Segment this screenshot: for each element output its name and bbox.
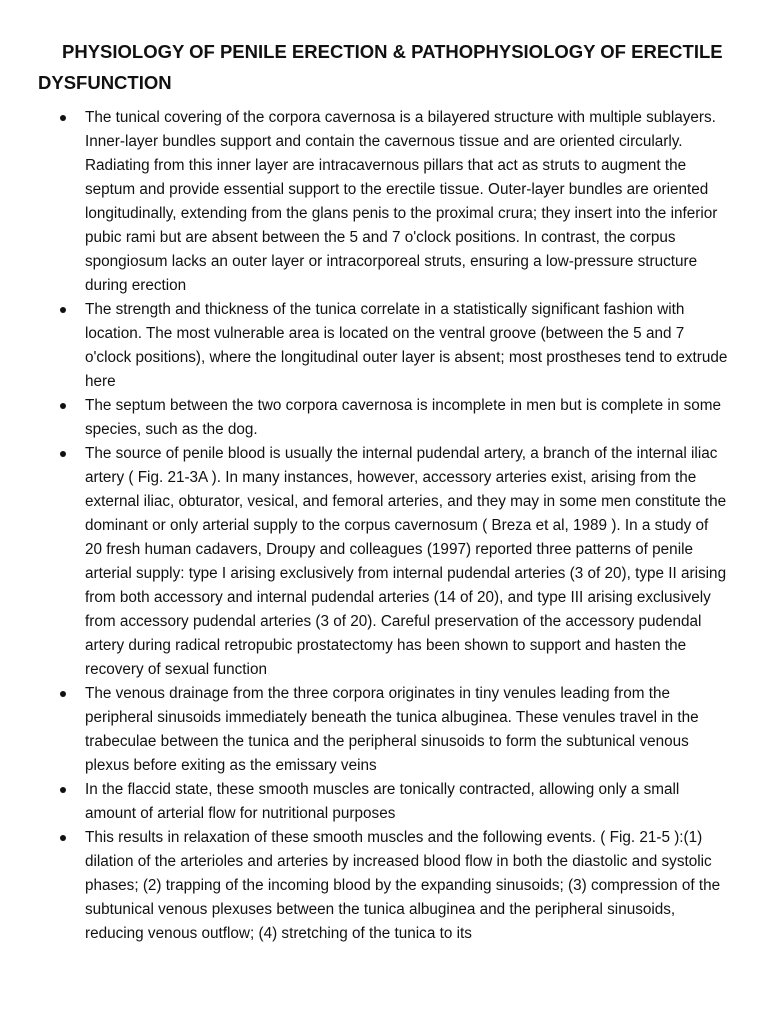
bullet-text: The venous drainage from the three corpora originates in tiny venules leading from the peripheral sinusoids immediately beneath the tunica albuginea. These venules travel in the trabeculae between the tunica and the peripheral sinusoids to form the subtunical venous plexus before exiting as the emissary veins [85,685,699,774]
bullet-text: The septum between the two corpora cavernosa is incomplete in men but is complete in some species, such as the dog. [85,397,721,438]
bullet-item [0,298,768,394]
bullet-text: In the flaccid state, these smooth muscles are tonically contracted, allowing only a small amount of arterial flow for nutritional purposes [85,781,680,822]
bullet-item [0,394,768,442]
bullet-list [0,106,768,946]
bullet-icon [60,787,66,793]
bullet-item [0,682,768,778]
bullet-item [0,106,768,298]
bullet-text: The tunical covering of the corpora cavernosa is a bilayered structure with multiple sublayers. Inner-layer bundles support and contain the cavernous tissue and are oriented circularly. Radiating from this inner layer are intracavernous pillars that act as struts to augment the septum and provide essential support to the erectile tissue. Outer-layer bundles are oriented longitudinally, extending from the glans penis to the proximal crura; they insert into the inferior pubic rami but are absent between the 5 and 7 o'clock positions. In contrast, the corpus spongiosum lacks an outer layer or intracorporeal struts, ensuring a low-pressure structure during erection [85,109,718,294]
bullet-icon [60,691,66,697]
bullet-item [0,442,768,682]
bullet-item [0,778,768,826]
document-title: PHYSIOLOGY OF PENILE ERECTION & PATHOPHYSIOLOGY OF ERECTILE DYSFUNCTION [38,41,723,93]
bullet-text: The source of penile blood is usually the internal pudendal artery, a branch of the internal iliac artery ( Fig. 21-3A ). In many instances, however, accessory arteries exist, arising from the external iliac, obturator, vesical, and femoral arteries, and they may in some men constitute the dominant or only arterial supply to the corpus cavernosum ( Breza et al, 1989 ). In a study of 20 fresh human cadavers, Droupy and colleagues (1997) reported three patterns of penile arterial supply: type I arising exclusively from internal pudendal arteries (3 of 20), type II arising from both accessory and internal pudendal arteries (14 of 20), and type III arising exclusively from accessory pudendal arteries (3 of 20). Careful preservation of the accessory pudendal artery during radical retropubic prostatectomy has been shown to support and hasten the recovery of sexual function [85,445,727,678]
bullet-item [0,826,768,946]
bullet-icon [60,403,66,409]
bullet-icon [60,115,66,121]
bullet-text: The strength and thickness of the tunica correlate in a statistically significant fashion with location. The most vulnerable area is located on the ventral groove (between the 5 and 7 o'clock positions), where the longitudinal outer layer is absent; most prostheses tend to extrude here [85,301,728,390]
bullet-icon [60,835,66,841]
bullet-icon [60,307,66,313]
bullet-text: This results in relaxation of these smooth muscles and the following events. ( Fig. 21-5 ):(1) dilation of the arterioles and arteries by increased blood flow in both the diastolic and systolic phases; (2) trapping of the incoming blood by the expanding sinusoids; (3) compression of the subtunical venous plexuses between the tunica albuginea and the peripheral sinusoids, reducing venous outflow; (4) stretching of the tunica to its [85,829,721,942]
bullet-icon [60,451,66,457]
